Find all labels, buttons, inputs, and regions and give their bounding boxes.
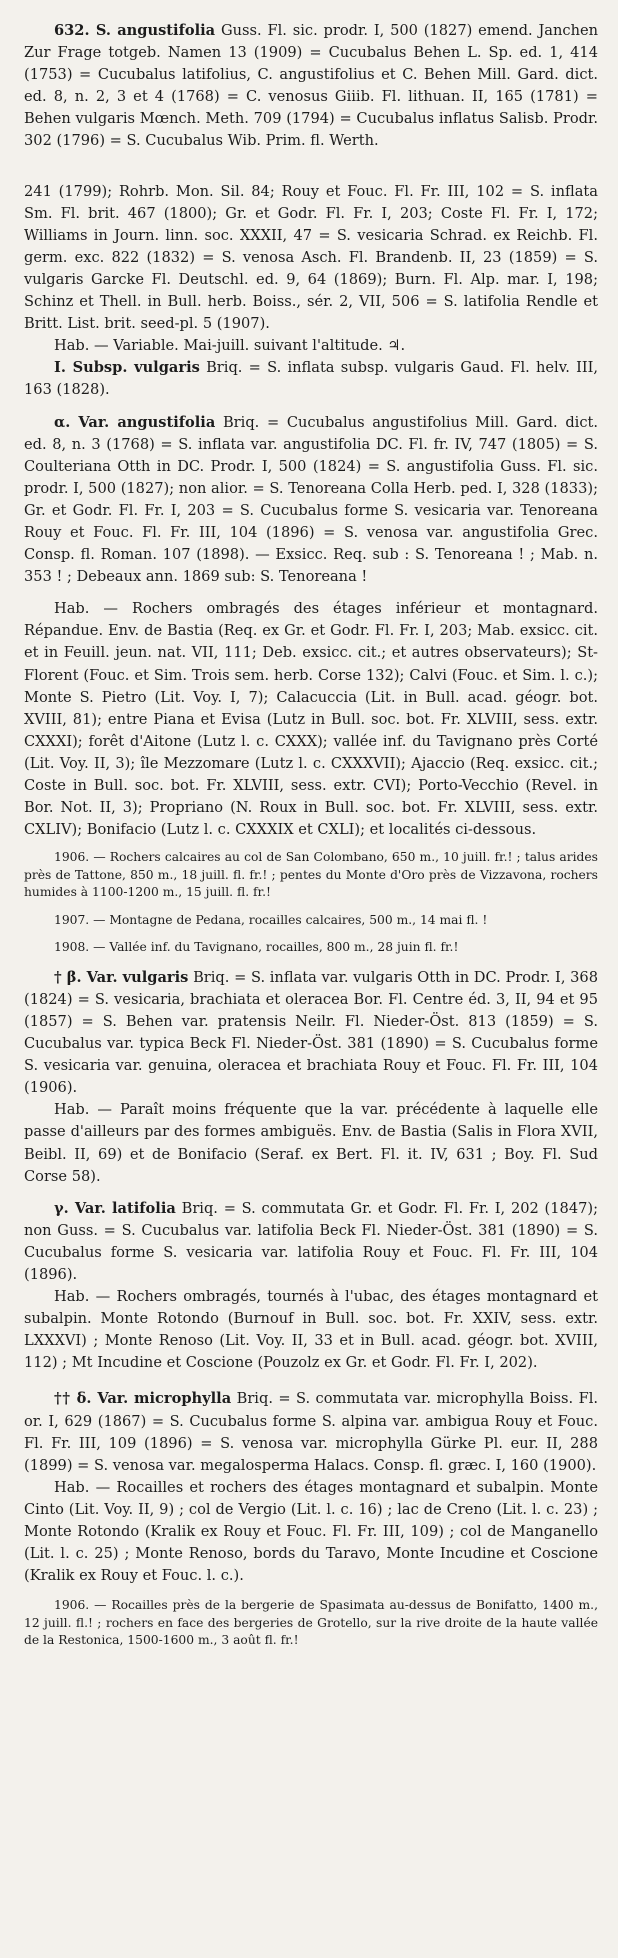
synonymy-continued: 241 (1799); Rohrb. Mon. Sil. 84; Rouy et Fouc. Fl. Fr. III, 102 = S. inflata Sm. Fl. brit. 467 (1800); Gr. et Godr. Fl. Fr. I, 203; Coste Fl. Fr. I, 172; Williams in Journ. linn. soc. XXXII, 47 = S. vesicaria Schrad. ex Reichb. Fl. germ. exc. 822 (1832) = S. venosa Asch. Fl. Brandenb. II, 23 (1859) = S. vulgaris Garcke Fl. Deutschl. ed. 9, 64 (1869); Burn. Fl. Alp. mar. I, 198; Schinz et Thell. in Bull. herb. Boiss., sér. 2, VII, 506 = S. latifolia Rendle et Britt. List. brit. seed-pl. 5 (1907).: [24, 182, 598, 333]
variety-alpha-entry: [24, 412, 598, 589]
record-1907-alpha: 1907. — Montagne de Pedana, rocailles calcaires, 500 m., 14 mai fl. !: [54, 912, 488, 927]
subspecies-entry: [24, 357, 598, 401]
variety-alpha-synonymy: Briq. = Cucubalus angustifolius Mill. Gard. dict. ed. 8, n. 3 (1768) = S. inflata var. angustifolia DC. Fl. fr. IV, 747 (1805) = S. Coulteriana Otth in DC. Prodr. I, 500 (1824) = S. angustifolia Guss. Fl. sic. prodr. I, 500 (1827); non alior. = S. Tenoreana Colla Herb. ped. I, 328 (1833); Gr. et Godr. Fl. Fr. I, 203 = S. Cucubalus forme S. vesicaria var. Tenoreana Rouy et Fouc. Fl. Fr. III, 104 (1896) = S. venosa var. angustifolia Grec. Consp. fl. Roman. 107 (1898). — Exsicc. Req. sub : S. Tenoreana ! ; Mab. n. 353 ! ; Debeaux ann. 1869 sub: S. Tenoreana !: [24, 413, 599, 586]
variety-gamma-habitat: Hab. — Rochers ombragés, tournés à l'ubac, des étages montagnard et subalpin. Monte Rotondo (Burnouf in Bull. soc. bot. Fr. XXIV, sess. extr. LXXXVI) ; Monte Renoso (Lit. Voy. II, 33 et in Bull. acad. géogr. bot. XVIII, 112) ; Mt Incudine et Coscione (Pouzolz ex Gr. et Godr. Fl. Fr. I, 202).: [24, 1288, 598, 1372]
variety-delta-entry: [24, 1388, 598, 1476]
subspecies-heading: I. Subsp. vulgaris: [54, 359, 200, 377]
variety-beta-entry: [24, 967, 598, 1100]
variety-alpha-habitat: Hab. — Rochers ombragés des étages inférieur et montagnard. Répandue. Env. de Bastia (Req. ex Gr. et Godr. Fl. Fr. I, 203; Mab. exsicc. cit. et in Feuill. jeun. nat. VII, 111; Deb. exsicc. cit.; et autres observateurs); St-Florent (Fouc. et Sim. Trois sem. herb. Corse 132); Calvi (Fouc. et Sim. l. c.); Monte S. Pietro (Lit. Voy. I, 7); Calacuccia (Lit. in Bull. acad. géogr. bot. XVIII, 81); entre Piana et Evisa (Lutz in Bull. soc. bot. Fr. XLVIII, sess. extr. CXXXI); forêt d'Aitone (Lutz l. c. CXXX); vallée inf. du Tavignano près Corté (Lit. Voy. II, 3); île Mezzomare (Lutz l. c. CXXXVII); Ajaccio (Req. exsicc. cit.; Coste in Bull. soc. bot. Fr. XLVIII, sess. extr. CVI); Porto-Vecchio (Revel. in Bor. Not. II, 3); Propriano (N. Roux in Bull. soc. bot. Fr. XLVIII, sess. extr. CXLIV); Bonifacio (Lutz l. c. CXXXIX et CXLI); et localités ci-dessous.: [24, 600, 598, 839]
variety-alpha-heading: α. Var. angustifolia: [54, 413, 216, 431]
variety-beta-habitat: Hab. — Paraît moins fréquente que la var. précédente à laquelle elle passe d'ailleurs par des formes ambiguës. Env. de Bastia (Salis in Flora XVII, Beibl. II, 69) et de Bonifacio (Seraf. ex Bert. Fl. it. IV, 631 ; Boy. Fl. Sud Corse 58).: [24, 1101, 598, 1185]
variety-gamma-entry: [24, 1198, 598, 1286]
variety-delta-synonymy: Briq. = S. commutata var. microphylla Boiss. Fl. or. I, 629 (1867) = S. Cucubalus forme S. alpina var. ambigua Rouy et Fouc. Fl. Fr. III, 109 (1896) = S. venosa var. microphylla Gürke Pl. eur. II, 288 (1899) = S. venosa var. megalosperma Halacs. Consp. fl. græc. I, 160 (1900).: [24, 1390, 598, 1474]
variety-beta-heading: † β. Var. vulgaris: [54, 968, 189, 986]
record-1908-alpha: 1908. — Vallée inf. du Tavignano, rocailles, 800 m., 28 juin fl. fr.!: [54, 940, 459, 955]
record-1906-alpha: 1906. — Rochers calcaires au col de San Colombano, 650 m., 10 juill. fr.! ; talus arides près de Tattone, 850 m., 18 juill. fl. fr.! ; pentes du Monte d'Oro près de Vizzavona, rochers humides à 1100-1200 m., 15 juill. fl. fr.!: [24, 850, 598, 900]
species-heading: 632. S. angustifolia: [54, 22, 216, 39]
variety-gamma-synonymy: Briq. = S. commutata Gr. et Godr. Fl. Fr. I, 202 (1847); non Guss. = S. Cucubalus var. latifolia Beck Fl. Nieder-Öst. 381 (1890) = S. Cucubalus forme S. vesicaria var. latifolia Rouy et Fouc. Fl. Fr. III, 104 (1896).: [24, 1199, 598, 1283]
record-1906-delta: 1906. — Rocailles près de la bergerie de Spasimata au-dessus de Bonifatto, 1400 m., 12 juill. fl.! ; rochers en face des bergeries de Grotello, sur la rive droite de la haute vallée de la Restonica, 1500-1600 m., 3 août fl. fr.!: [24, 1598, 598, 1648]
variety-gamma-heading: γ. Var. latifolia: [54, 1199, 176, 1217]
species-synonymy: Guss. Fl. sic. prodr. I, 500 (1827) emend. Janchen Zur Frage totgeb. Namen 13 (1909) = Cucubalus Behen L. Sp. ed. 1, 414 (1753) = Cucubalus latifolius, C. angustifolius et C. Behen Mill. Gard. dict. ed. 8, n. 2, 3 et 4 (1768) = C. venosus Giiib. Fl. lithuan. II, 165 (1781) = Behen vulgaris Mœnch. Meth. 709 (1794) = Cucubalus inflatus Salisb. Prodr. 302 (1796) = S. Cucubalus Wib. Prim. fl. Werth.: [24, 22, 599, 150]
variety-delta-heading: †† δ. Var. microphylla: [54, 1390, 232, 1408]
subspecies-synonymy: Briq. = S. inflata subsp. vulgaris Gaud. Fl. helv. III, 163 (1828).: [24, 359, 599, 399]
variety-beta-synonymy: Briq. = S. inflata var. vulgaris Otth in DC. Prodr. I, 368 (1824) = S. vesicaria, brachiata et oleracea Bor. Fl. Centre éd. 3, II, 94 et 95 (1857) = S. Behen var. pratensis Neilr. Fl. Nieder-Öst. 813 (1859) = S. Cucubalus var. typica Beck Fl. Nieder-Öst. 381 (1890) = S. Cucubalus forme S. vesicaria var. genuina, oleracea et brachiata Rouy et Fouc. Fl. Fr. III, 104 (1906).: [24, 968, 598, 1097]
variety-delta-habitat: Hab. — Rocailles et rochers des étages montagnard et subalpin. Monte Cinto (Lit. Voy. II, 9) ; col de Vergio (Lit. l. c. 16) ; lac de Creno (Lit. l. c. 23) ; Monte Rotondo (Kralik ex Rouy et Fouc. Fl. Fr. III, 109) ; col de Manganello (Lit. l. c. 25) ; Monte Renoso, bords du Taravo, Monte Incudine et Coscione (Kralik ex Rouy et Fouc. l. c.).: [24, 1478, 598, 1585]
habitat-general: Hab. — Variable. Mai-juill. suivant l'altitude. ♃.: [54, 337, 406, 355]
species-entry: [24, 20, 598, 153]
